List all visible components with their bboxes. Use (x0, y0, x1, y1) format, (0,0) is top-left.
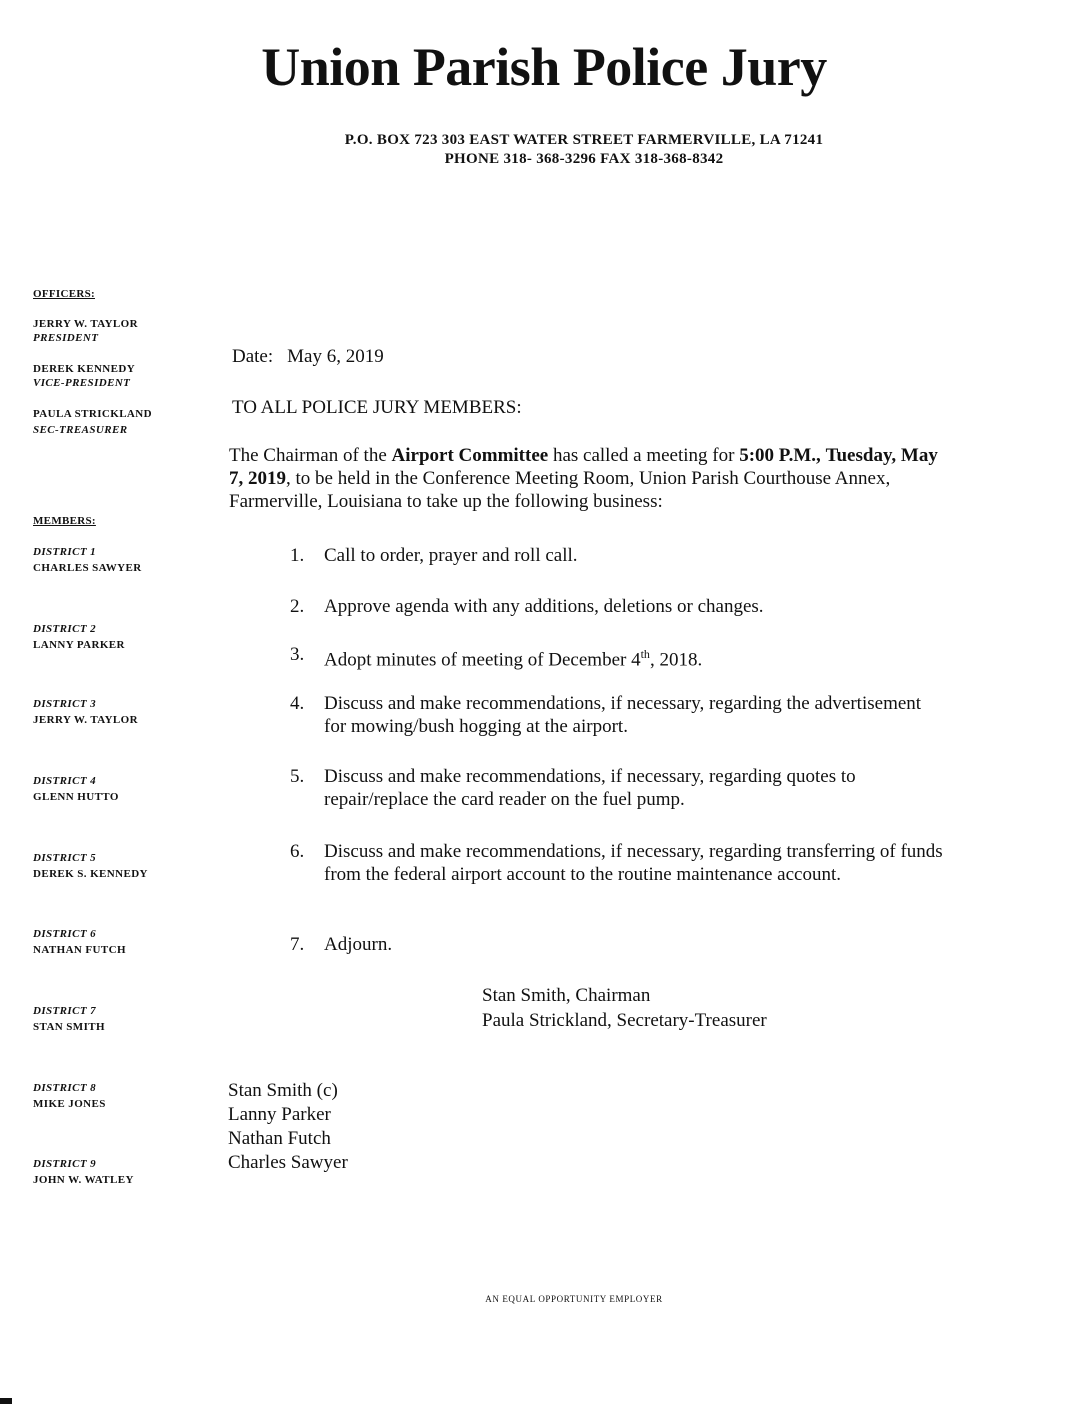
signature-chairman: Stan Smith, Chairman (482, 985, 651, 1006)
officer-name: JERRY W. TAYLOR (33, 318, 138, 330)
agenda-text: , 2018. (649, 649, 703, 671)
intro-text: , to be held in the Conference Meeting Room, Union Parish Courthouse Annex, Farmerville, Louisiana to take up the following business: (229, 468, 891, 512)
agenda-text: Adjourn. (324, 934, 393, 955)
date-line (232, 345, 384, 368)
intro-text: The Chairman of the (229, 445, 392, 466)
agenda-number: 4. (290, 693, 305, 714)
officer-name: PAULA STRICKLAND (33, 408, 152, 420)
date-value: May 6, 2019 (287, 346, 384, 367)
member-name: MIKE JONES (33, 1098, 106, 1110)
agenda-number: 5. (290, 766, 305, 787)
agenda-number: 2. (290, 596, 305, 617)
member-district: DISTRICT 7 (33, 1005, 96, 1017)
member-name: LANNY PARKER (33, 639, 125, 651)
member-district: DISTRICT 3 (33, 698, 96, 710)
member-name: GLENN HUTTO (33, 791, 119, 803)
agenda-number: 1. (290, 545, 305, 566)
agenda-text: Discuss and make recommendations, if necessary, regarding the advertisement for mowing/bush hogging at the airport. (324, 693, 922, 737)
letterhead-title: Union Parish Police Jury (261, 37, 827, 97)
intro-paragraph (229, 444, 949, 513)
salutation: TO ALL POLICE JURY MEMBERS: (232, 397, 522, 418)
member-name: DEREK S. KENNEDY (33, 868, 148, 880)
signature-secretary: Paula Strickland, Secretary-Treasurer (482, 1010, 767, 1031)
member-district: DISTRICT 9 (33, 1158, 96, 1170)
cc-name: Stan Smith (c) (228, 1080, 338, 1101)
ordinal-suffix: th (640, 647, 650, 661)
member-name: STAN SMITH (33, 1021, 105, 1033)
meeting-time: 5:00 P.M., (739, 445, 821, 466)
agenda-number: 3. (290, 644, 305, 665)
member-district: DISTRICT 4 (33, 775, 96, 787)
intro-text: has called a meeting for (548, 445, 740, 466)
letterhead-address: P.O. BOX 723 303 EAST WATER STREET FARMERVILLE, LA 71241 (344, 132, 824, 148)
committee-name: Airport Committee (391, 445, 549, 466)
agenda-text: Discuss and make recommendations, if necessary, regarding quotes to repair/replace the card reader on the fuel pump. (324, 766, 856, 810)
scan-artifact (0, 1398, 12, 1404)
agenda-number: 7. (290, 934, 305, 955)
member-name: JOHN W. WATLEY (33, 1174, 134, 1186)
member-district: DISTRICT 8 (33, 1082, 96, 1094)
member-name: JERRY W. TAYLOR (33, 714, 138, 726)
agenda-text: Call to order, prayer and roll call. (324, 545, 578, 566)
officer-role: SEC-TREASURER (33, 424, 128, 436)
cc-name: Nathan Futch (228, 1128, 331, 1149)
agenda-text: Discuss and make recommendations, if necessary, regarding transferring of funds from the federal airport account to the routine maintenance account. (324, 841, 943, 885)
member-name: CHARLES SAWYER (33, 562, 142, 574)
members-heading: MEMBERS: (33, 515, 96, 527)
member-district: DISTRICT 1 (33, 546, 96, 558)
member-district: DISTRICT 2 (33, 623, 96, 635)
agenda-number: 6. (290, 841, 305, 862)
footer-note: AN EQUAL OPPORTUNITY EMPLOYER (485, 1294, 663, 1304)
cc-name: Charles Sawyer (228, 1152, 348, 1173)
member-name: NATHAN FUTCH (33, 944, 126, 956)
officer-role: PRESIDENT (33, 332, 99, 344)
member-district: DISTRICT 6 (33, 928, 96, 940)
date-label: Date: (232, 346, 274, 367)
agenda-text-line (324, 643, 944, 671)
officers-heading: OFFICERS: (33, 288, 95, 300)
meeting-day: Tuesday, May 7, 2019 (229, 445, 938, 489)
officer-role: VICE-PRESIDENT (33, 377, 131, 389)
agenda-text: Adopt minutes of meeting of December 4 (324, 649, 641, 671)
officer-name: DEREK KENNEDY (33, 363, 136, 375)
member-district: DISTRICT 5 (33, 852, 96, 864)
agenda-text: Approve agenda with any additions, deletions or changes. (324, 596, 764, 617)
cc-name: Lanny Parker (228, 1104, 331, 1125)
letterhead-phone: PHONE 318- 368-3296 FAX 318-368-8342 (444, 151, 724, 167)
